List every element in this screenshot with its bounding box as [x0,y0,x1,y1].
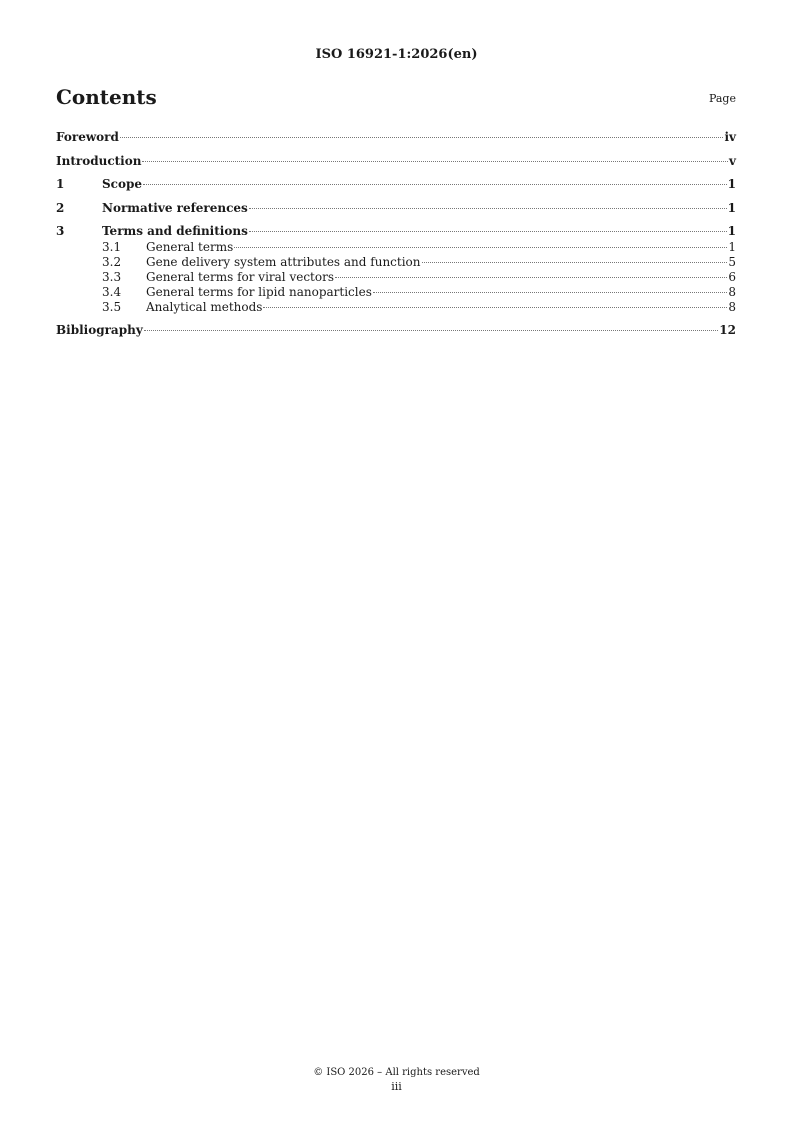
toc-entry-page: v [729,153,736,168]
toc-entry-page: 1 [727,224,736,239]
toc-subentry-viral-vectors[interactable] [56,270,736,285]
page-title: Contents [56,85,157,109]
toc-entry-number: 1 [56,177,65,192]
toc-entry-page: 12 [719,322,736,337]
dot-leader [142,161,728,162]
dot-leader [422,262,728,263]
dot-leader [143,184,727,185]
toc-subentry-general-terms[interactable] [56,240,736,255]
toc-entry-number: 3 [56,224,65,239]
toc-subentry-page: 1 [728,240,736,255]
page-column-label: Page [708,92,736,105]
toc-subentry-number: 3.3 [102,270,122,285]
toc-subentry-label: Analytical methods [146,300,263,315]
toc-subentry-analytical-methods[interactable] [56,300,736,315]
toc-entry-foreword[interactable] [56,129,736,146]
toc-subentry-number: 3.2 [102,255,122,270]
toc-subentry-label: General terms for lipid nanoparticles [146,285,372,300]
dot-leader [335,277,727,278]
dot-leader [144,330,719,331]
toc-entry-label: Foreword [56,130,119,144]
toc-subentry-number: 3.4 [102,285,122,300]
table-of-contents [56,129,736,346]
dot-leader [249,208,727,209]
page-footer [0,1066,793,1094]
toc-subentry-number: 3.1 [102,240,122,255]
toc-entry-label: Introduction [56,153,142,168]
toc-entry-introduction[interactable] [56,153,736,170]
toc-subentry-page: 5 [728,255,736,270]
dot-leader [120,137,724,138]
toc-subentry-number: 3.5 [102,300,122,315]
toc-subentry-lipid-nanoparticles[interactable] [56,285,736,300]
toc-subentry-label: Gene delivery system attributes and function [146,255,421,270]
copyright-notice: © ISO 2026 – All rights reserved [313,1067,480,1078]
dot-leader [234,247,727,248]
toc-entry-label: Terms and definitions [102,224,248,239]
document-header: ISO 16921-1:2026(en) [315,47,478,62]
dot-leader [249,231,727,232]
toc-entry-terms-and-definitions[interactable] [56,223,736,240]
toc-entry-label: Normative references [102,200,248,215]
toc-subentry-label: General terms for viral vectors [146,270,334,285]
toc-entry-label: Scope [102,177,143,192]
toc-subentry-gene-delivery[interactable] [56,255,736,270]
dot-leader [263,307,727,308]
toc-entry-normative-references[interactable] [56,200,736,217]
toc-entry-bibliography[interactable] [56,322,736,339]
toc-subentry-label: General terms [146,240,234,255]
toc-subentry-page: 8 [728,285,736,300]
toc-subentry-page: 8 [728,300,736,315]
toc-entry-scope[interactable] [56,176,736,193]
dot-leader [373,292,727,293]
toc-entry-page: 1 [727,177,736,192]
toc-entry-page: 1 [727,200,736,215]
toc-entry-page: iv [724,130,736,144]
toc-entry-label: Bibliography [56,322,143,337]
toc-entry-number: 2 [56,200,65,215]
toc-subentry-page: 6 [728,270,736,285]
page-number: iii [391,1080,402,1093]
